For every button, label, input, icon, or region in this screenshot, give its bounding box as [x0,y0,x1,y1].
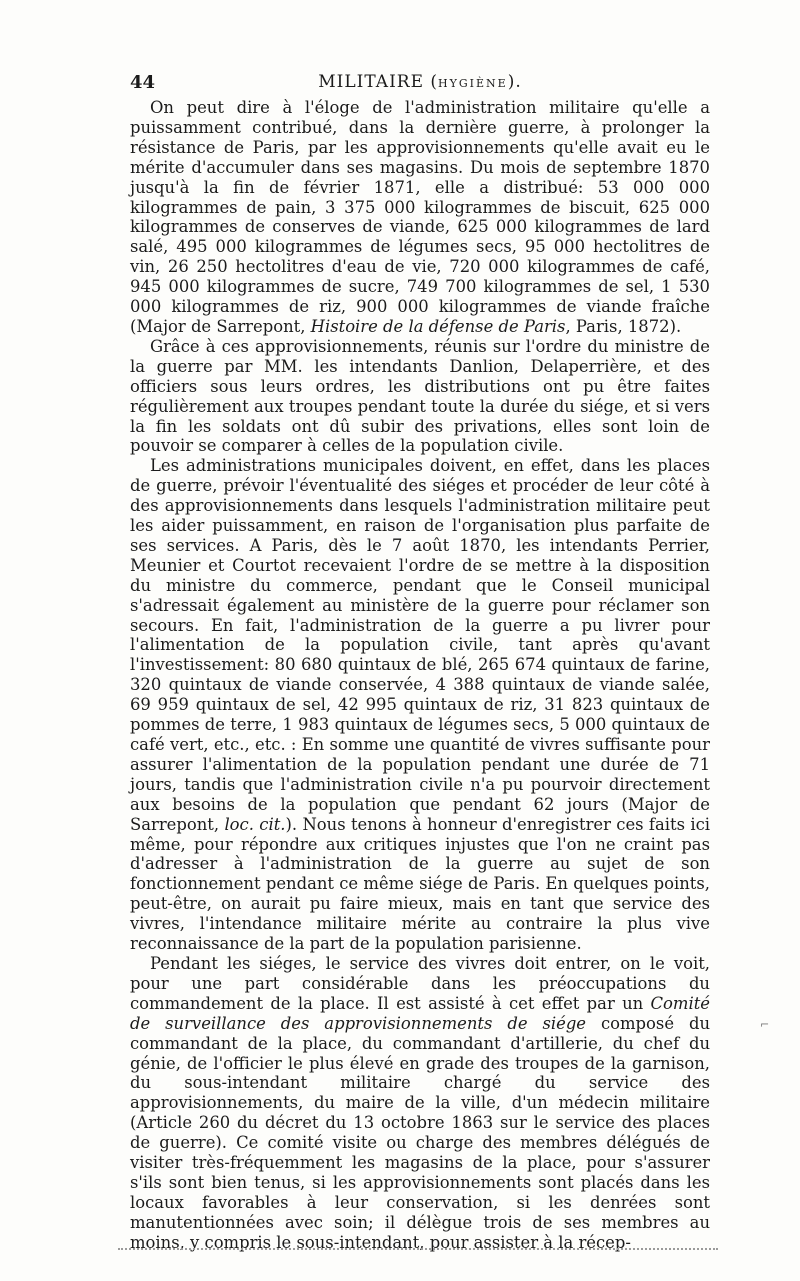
running-title-main: MILITAIRE ( [318,72,439,92]
paragraph-4 [130,954,710,1253]
margin-mark: ⌐ [760,1018,770,1031]
paragraph-2: Grâce à ces approvisionnements, réunis sur l'ordre du ministre de la guerre par MM. les intendants Danlion, Delaperrière, et des officiers sous leurs ordres, les distributions ont pu être faites régulièrement aux troupes pendant toute la durée du siége, et si vers la fin les soldats ont dû subir des privations, elles sont loin de pouvoir se comparer à celles de la population civile. [130,336,710,456]
page-number: 44 [130,72,156,93]
paragraph-1-text-b: , Paris, 1872). [565,316,682,336]
paragraph-1 [130,98,710,337]
paragraph-4-text-b: composé du commandant de la place, du commandant d'artillerie, du chef du génie, de l'officier le plus élevé en grade des troupes de la garnison, du sous-intendant militaire chargé du service des approvisionnements, du maire de la ville, d'un médecin militaire (Article 260 du décret du 13 octobre 1863 sur le service des places de guerre). Ce comité visite ou charge des membres délégués de visiter très-fréquemment les magasins de la place, pour s'assurer s'ils sont bien tenus, si les approvisionnements sont placés dans les locaux favorables à leur conservation, si les denrées sont manutentionnées avec soin; il délègue trois de ses membres au moins, y compris le sous-intendant, pour assister à la récep- [130,1013,711,1252]
loc-cit-citation: loc. cit. [224,814,286,834]
running-title-subject: HYGIÈNE [438,77,508,90]
book-title-citation: Histoire de la défense de Paris [310,316,566,336]
running-title-end: ). [507,72,522,92]
page-header [130,72,710,96]
bottom-dotted-rule [118,1248,718,1250]
paragraph-1-text-a: On peut dire à l'éloge de l'administration militaire qu'elle a puissamment contribué, dans la dernière guerre, à prolonger la résistance de Paris, par les approvisionnements qu'elle avait eu le mérite d'accumuler dans ses magasins. Du mois de septembre 1870 jusqu'à la fin de février 1871, elle a distribué: 53 000 000 kilogrammes de pain, 3 375 000 kilogrammes de biscuit, 625 000 kilogrammes de conserves de viande, 625 000 kilogrammes de lard salé, 495 000 kilogrammes de légumes secs, 95 000 hectolitres de vin, 26 250 hectolitres d'eau de vie, 720 000 kilogrammes de café, 945 000 kilogrammes de sucre, 749 700 kilogrammes de sel, 1 530 000 kilogrammes de riz, 900 000 kilogrammes de viande fraîche (Major de Sarrepont, [130,98,710,336]
body-text [130,98,710,1253]
paragraph-3-text-b: ). Nous tenons à honneur d'enregistrer ces faits ici même, pour répondre aux critiques injustes que l'on ne craint pas d'adresser à l'administration de la guerre au sujet de son fonctionnement pendant ce même siége de Paris. En quelques points, peut-être, on aurait pu faire mieux, mais en tant que service des vivres, l'intendance militaire mérite au contraire la plus vive reconnaissance de la part de la population parisienne. [130,814,711,954]
paragraph-4-text-a: Pendant les siéges, le service des vivres doit entrer, on le voit, pour une part considérable dans les préoccupations du commandement de la place. Il est assisté à cet effet par un [130,953,710,1013]
committee-name: Comité de surveillance des approvisionnements de siége [130,993,710,1033]
paragraph-3-text-a: Les administrations municipales doivent, en effet, dans les places de guerre, prévoir l'éventualité des siéges et procéder de leur côté à des approvisionnements dans lesquels l'administration militaire peut les aider puissamment, en raison de l'organisation plus parfaite de ses services. A Paris, dès le 7 août 1870, les intendants Perrier, Meunier et Courtot recevaient l'ordre de se mettre à la disposition du ministre du commerce, pendant que le Conseil municipal s'adressait également au ministère de la guerre pour réclamer son secours. En fait, l'administration de la guerre a pu livrer pour l'alimentation de la population civile, tant après qu'avant l'investissement: 80 680 quintaux de blé, 265 674 quintaux de farine, 320 quintaux de viande conservée, 4 388 quintaux de viande salée, 69 959 quintaux de sel, 42 995 quintaux de riz, 31 823 quintaux de pommes de terre, 1 983 quintaux de légumes secs, 5 000 quintaux de café vert, etc., etc. : En somme une quantité de vivres suffisante pour assurer l'alimentation de la population pendant une durée de 71 jours, tandis que l'administration civile n'a pu pourvoir directement aux besoins de la population que pendant 62 jours (Major de Sarrepont, [130,456,710,834]
paragraph-3 [130,456,710,954]
running-title [130,72,710,92]
